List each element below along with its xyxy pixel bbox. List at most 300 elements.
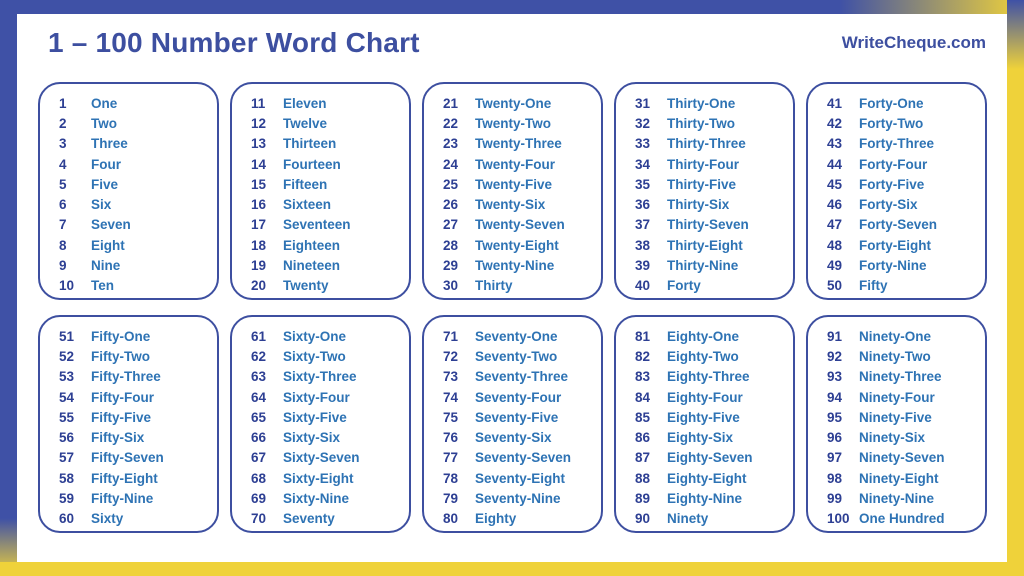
number-value: 16 <box>251 197 267 213</box>
frame-left-border <box>0 0 17 576</box>
number-word: Eighty-Six <box>667 430 734 446</box>
number-word: Eighty <box>475 511 517 527</box>
number-value: 48 <box>827 237 843 253</box>
number-row <box>232 215 409 235</box>
number-value: 27 <box>443 217 459 233</box>
number-word: Eighty-Nine <box>667 491 743 507</box>
number-value: 21 <box>443 95 459 111</box>
number-word: Eighty-Three <box>667 369 750 385</box>
number-row <box>808 326 985 346</box>
number-value: 51 <box>59 328 75 344</box>
number-value: 64 <box>251 389 267 405</box>
number-word: Thirty-Nine <box>667 258 739 274</box>
number-row <box>616 113 793 133</box>
number-row <box>424 509 601 529</box>
number-row <box>616 488 793 508</box>
number-word: Sixty-Five <box>283 409 347 425</box>
number-word: Thirty <box>475 278 513 294</box>
number-value: 71 <box>443 328 459 344</box>
number-value: 52 <box>59 348 75 364</box>
number-word: One Hundred <box>859 511 945 527</box>
number-row <box>808 113 985 133</box>
number-word: Sixty-Nine <box>283 491 350 507</box>
number-word: Eighty-Four <box>667 389 743 405</box>
number-value: 10 <box>59 278 75 294</box>
number-word: Forty-Six <box>859 197 918 213</box>
number-row <box>40 215 217 235</box>
number-row <box>616 387 793 407</box>
number-value: 54 <box>59 389 75 405</box>
number-row <box>616 255 793 275</box>
number-word: Twenty-Three <box>475 136 562 152</box>
number-word: Eighty-Two <box>667 348 739 364</box>
number-word: Seventy-Three <box>475 369 569 385</box>
number-value: 84 <box>635 389 651 405</box>
number-value: 61 <box>251 328 267 344</box>
number-row <box>808 448 985 468</box>
number-row <box>616 326 793 346</box>
number-word: Sixty-Six <box>283 430 341 446</box>
number-value: 35 <box>635 176 651 192</box>
number-value: 30 <box>443 278 459 294</box>
number-word: Eighty-Seven <box>667 450 753 466</box>
number-card <box>422 315 603 533</box>
number-word: Fifteen <box>283 176 328 192</box>
number-row <box>232 113 409 133</box>
number-row <box>232 93 409 113</box>
number-value: 67 <box>251 450 267 466</box>
number-value: 83 <box>635 369 651 385</box>
number-row <box>424 326 601 346</box>
number-row <box>808 387 985 407</box>
number-row <box>232 255 409 275</box>
number-value: 18 <box>251 237 267 253</box>
number-row <box>40 427 217 447</box>
number-row <box>424 174 601 194</box>
number-word: Sixteen <box>283 197 332 213</box>
number-row <box>808 367 985 387</box>
number-word: Forty-One <box>859 95 924 111</box>
number-word: Twenty-Seven <box>475 217 565 233</box>
number-value: 13 <box>251 136 267 152</box>
number-card-grid <box>38 82 987 533</box>
number-word: Thirty-Eight <box>667 237 743 253</box>
number-word: Sixty-Seven <box>283 450 360 466</box>
number-row <box>808 174 985 194</box>
number-value: 93 <box>827 369 843 385</box>
number-card <box>806 315 987 533</box>
number-row <box>424 215 601 235</box>
number-value: 50 <box>827 278 843 294</box>
number-card <box>230 315 411 533</box>
number-word: Ninety-One <box>859 328 932 344</box>
number-word: Seventy-Five <box>475 409 559 425</box>
number-row <box>424 367 601 387</box>
number-value: 86 <box>635 430 651 446</box>
number-row <box>616 427 793 447</box>
number-word: Fifty-Four <box>91 389 154 405</box>
number-word: Forty-Seven <box>859 217 938 233</box>
number-word: Ninety-Four <box>859 389 935 405</box>
number-row <box>808 407 985 427</box>
number-card <box>806 82 987 300</box>
number-value: 90 <box>635 511 651 527</box>
number-word: Ninety <box>667 511 709 527</box>
number-row <box>424 276 601 296</box>
number-word: Three <box>91 136 128 152</box>
number-word: Fifty <box>859 278 888 294</box>
number-row <box>232 174 409 194</box>
number-value: 95 <box>827 409 843 425</box>
number-word: Twenty-Two <box>475 115 551 131</box>
number-row <box>424 93 601 113</box>
number-row <box>616 93 793 113</box>
number-word: Fifty-Five <box>91 409 152 425</box>
number-row <box>424 346 601 366</box>
number-value: 17 <box>251 217 267 233</box>
number-word: Eleven <box>283 95 327 111</box>
number-row <box>40 468 217 488</box>
number-row <box>40 235 217 255</box>
number-row <box>424 154 601 174</box>
number-row <box>40 113 217 133</box>
number-word: Ten <box>91 278 114 294</box>
number-word: Nine <box>91 258 121 274</box>
number-card <box>38 315 219 533</box>
number-card <box>230 82 411 300</box>
number-word: Two <box>91 115 117 131</box>
number-row <box>616 367 793 387</box>
number-word: Ninety-Five <box>859 409 932 425</box>
number-value: 58 <box>59 470 75 486</box>
number-row <box>616 235 793 255</box>
number-word: Ninety-Six <box>859 430 926 446</box>
number-row <box>808 509 985 529</box>
number-word: Fifty-Eight <box>91 470 158 486</box>
number-value: 9 <box>59 258 67 274</box>
number-value: 22 <box>443 115 459 131</box>
number-value: 37 <box>635 217 651 233</box>
number-value: 3 <box>59 136 67 152</box>
number-card <box>614 82 795 300</box>
number-value: 40 <box>635 278 651 294</box>
number-word: Seventy-Six <box>475 430 552 446</box>
number-value: 12 <box>251 115 267 131</box>
number-row <box>616 509 793 529</box>
number-value: 76 <box>443 430 459 446</box>
number-row <box>40 276 217 296</box>
number-word: Twenty-Six <box>475 197 546 213</box>
number-word: Fifty-Three <box>91 369 161 385</box>
frame-bottom-border <box>0 562 1024 576</box>
number-value: 34 <box>635 156 651 172</box>
number-row <box>808 427 985 447</box>
number-value: 14 <box>251 156 267 172</box>
number-word: Ninety-Three <box>859 369 942 385</box>
number-row <box>424 448 601 468</box>
number-row <box>808 215 985 235</box>
number-value: 29 <box>443 258 459 274</box>
number-row <box>232 326 409 346</box>
number-row <box>616 407 793 427</box>
number-row <box>424 427 601 447</box>
number-value: 8 <box>59 237 67 253</box>
number-word: One <box>91 95 118 111</box>
number-word: Sixty-One <box>283 328 347 344</box>
number-value: 74 <box>443 389 459 405</box>
number-word: Thirty-Four <box>667 156 739 172</box>
number-word: Eighteen <box>283 237 341 253</box>
number-word: Sixty <box>91 511 124 527</box>
number-word: Eighty-One <box>667 328 740 344</box>
number-word: Twenty <box>283 278 329 294</box>
number-word: Seventy-Seven <box>475 450 572 466</box>
number-row <box>808 194 985 214</box>
number-word: Thirty-Six <box>667 197 730 213</box>
number-word: Seventy-Eight <box>475 470 566 486</box>
number-row <box>40 367 217 387</box>
number-word: Five <box>91 176 119 192</box>
number-value: 72 <box>443 348 459 364</box>
number-value: 46 <box>827 197 843 213</box>
number-value: 70 <box>251 511 267 527</box>
number-word: Seventy-Four <box>475 389 562 405</box>
number-value: 32 <box>635 115 651 131</box>
number-row <box>616 134 793 154</box>
number-word: Forty <box>667 278 701 294</box>
number-row <box>232 448 409 468</box>
number-value: 1 <box>59 95 67 111</box>
number-row <box>232 488 409 508</box>
number-word: Fifty-Two <box>91 348 150 364</box>
number-word: Twenty-Four <box>475 156 555 172</box>
number-word: Ninety-Seven <box>859 450 945 466</box>
number-value: 60 <box>59 511 75 527</box>
number-word: Sixty-Eight <box>283 470 354 486</box>
number-row <box>616 346 793 366</box>
number-word: Sixty-Three <box>283 369 357 385</box>
number-word: Eighty-Eight <box>667 470 747 486</box>
number-value: 2 <box>59 115 67 131</box>
number-card <box>614 315 795 533</box>
number-value: 19 <box>251 258 267 274</box>
number-row <box>808 468 985 488</box>
number-value: 7 <box>59 217 67 233</box>
number-value: 65 <box>251 409 267 425</box>
frame-top-border <box>0 0 1024 14</box>
number-value: 36 <box>635 197 651 213</box>
number-row <box>616 174 793 194</box>
number-value: 81 <box>635 328 651 344</box>
number-row <box>424 255 601 275</box>
number-word: Twenty-Five <box>475 176 553 192</box>
number-word: Forty-Five <box>859 176 925 192</box>
number-value: 11 <box>251 95 266 111</box>
number-value: 88 <box>635 470 651 486</box>
number-word: Seven <box>91 217 131 233</box>
number-card <box>422 82 603 300</box>
number-row <box>40 407 217 427</box>
number-value: 69 <box>251 491 267 507</box>
number-value: 39 <box>635 258 651 274</box>
number-word: Sixty-Four <box>283 389 350 405</box>
number-word: Thirty-Three <box>667 136 746 152</box>
number-value: 63 <box>251 369 267 385</box>
number-value: 94 <box>827 389 843 405</box>
number-row <box>808 235 985 255</box>
number-row <box>232 235 409 255</box>
number-row <box>424 407 601 427</box>
number-value: 49 <box>827 258 843 274</box>
number-word: Fifty-Seven <box>91 450 164 466</box>
number-value: 28 <box>443 237 459 253</box>
number-row <box>424 488 601 508</box>
number-word: Four <box>91 156 121 172</box>
number-row <box>424 194 601 214</box>
number-value: 85 <box>635 409 651 425</box>
number-row <box>232 387 409 407</box>
number-row <box>424 235 601 255</box>
number-word: Thirty-One <box>667 95 736 111</box>
number-row <box>424 134 601 154</box>
number-row <box>616 448 793 468</box>
number-word: Nineteen <box>283 258 341 274</box>
number-row <box>808 134 985 154</box>
number-value: 89 <box>635 491 651 507</box>
number-value: 80 <box>443 511 459 527</box>
number-value: 62 <box>251 348 267 364</box>
number-value: 15 <box>251 176 267 192</box>
number-value: 97 <box>827 450 843 466</box>
number-row <box>808 93 985 113</box>
number-value: 42 <box>827 115 843 131</box>
number-row <box>424 387 601 407</box>
number-value: 59 <box>59 491 75 507</box>
number-row <box>40 255 217 275</box>
number-row <box>40 194 217 214</box>
number-word: Ninety-Eight <box>859 470 939 486</box>
number-word: Seventy-One <box>475 328 558 344</box>
number-row <box>424 113 601 133</box>
number-word: Forty-Eight <box>859 237 931 253</box>
number-row <box>40 509 217 529</box>
number-word: Seventy <box>283 511 335 527</box>
number-row <box>808 346 985 366</box>
number-value: 73 <box>443 369 459 385</box>
number-value: 99 <box>827 491 843 507</box>
number-value: 56 <box>59 430 75 446</box>
number-word: Forty-Two <box>859 115 924 131</box>
number-row <box>232 346 409 366</box>
number-row <box>40 448 217 468</box>
page-title: 1 – 100 Number Word Chart <box>48 27 420 58</box>
number-row <box>40 346 217 366</box>
number-row <box>616 276 793 296</box>
number-value: 43 <box>827 136 843 152</box>
number-row <box>808 255 985 275</box>
number-value: 77 <box>443 450 459 466</box>
number-row <box>616 194 793 214</box>
number-value: 100 <box>827 511 850 527</box>
number-word: Thirty-Seven <box>667 217 749 233</box>
number-row <box>232 194 409 214</box>
number-row <box>616 154 793 174</box>
number-word: Twenty-Nine <box>475 258 555 274</box>
number-word: Seventy-Nine <box>475 491 561 507</box>
number-value: 44 <box>827 156 843 172</box>
number-row <box>40 488 217 508</box>
number-row <box>232 367 409 387</box>
number-word: Fifty-Nine <box>91 491 154 507</box>
number-value: 98 <box>827 470 843 486</box>
number-value: 23 <box>443 136 459 152</box>
number-value: 55 <box>59 409 75 425</box>
number-value: 82 <box>635 348 651 364</box>
number-value: 41 <box>827 95 843 111</box>
number-row <box>40 174 217 194</box>
number-value: 92 <box>827 348 843 364</box>
number-value: 4 <box>59 156 67 172</box>
number-row <box>424 468 601 488</box>
number-value: 38 <box>635 237 651 253</box>
number-word: Fourteen <box>283 156 341 172</box>
number-value: 25 <box>443 176 459 192</box>
number-row <box>808 276 985 296</box>
number-row <box>232 134 409 154</box>
number-word: Thirty-Five <box>667 176 737 192</box>
number-row <box>232 407 409 427</box>
number-row <box>616 215 793 235</box>
number-row <box>40 93 217 113</box>
number-value: 33 <box>635 136 651 152</box>
number-card <box>38 82 219 300</box>
number-value: 5 <box>59 176 67 192</box>
number-value: 47 <box>827 217 843 233</box>
number-word: Seventy-Two <box>475 348 558 364</box>
number-value: 24 <box>443 156 459 172</box>
number-value: 53 <box>59 369 75 385</box>
number-value: 79 <box>443 491 459 507</box>
number-value: 26 <box>443 197 459 213</box>
number-value: 78 <box>443 470 459 486</box>
number-word: Ninety-Nine <box>859 491 935 507</box>
number-word: Twenty-One <box>475 95 552 111</box>
number-word: Fifty-One <box>91 328 151 344</box>
number-word: Ninety-Two <box>859 348 931 364</box>
number-word: Six <box>91 197 112 213</box>
number-row <box>232 427 409 447</box>
number-value: 68 <box>251 470 267 486</box>
number-row <box>232 509 409 529</box>
number-word: Eighty-Five <box>667 409 740 425</box>
number-value: 96 <box>827 430 843 446</box>
number-row <box>232 154 409 174</box>
number-row <box>40 154 217 174</box>
number-word: Forty-Nine <box>859 258 927 274</box>
number-value: 57 <box>59 450 75 466</box>
number-row <box>40 326 217 346</box>
number-word: Thirty-Two <box>667 115 735 131</box>
number-word: Forty-Four <box>859 156 928 172</box>
number-word: Twelve <box>283 115 328 131</box>
number-value: 87 <box>635 450 651 466</box>
number-value: 91 <box>827 328 843 344</box>
brand-label: WriteCheque.com <box>841 33 986 52</box>
number-row <box>808 154 985 174</box>
number-word: Twenty-Eight <box>475 237 559 253</box>
frame-right-border <box>1007 0 1024 576</box>
number-row <box>616 468 793 488</box>
